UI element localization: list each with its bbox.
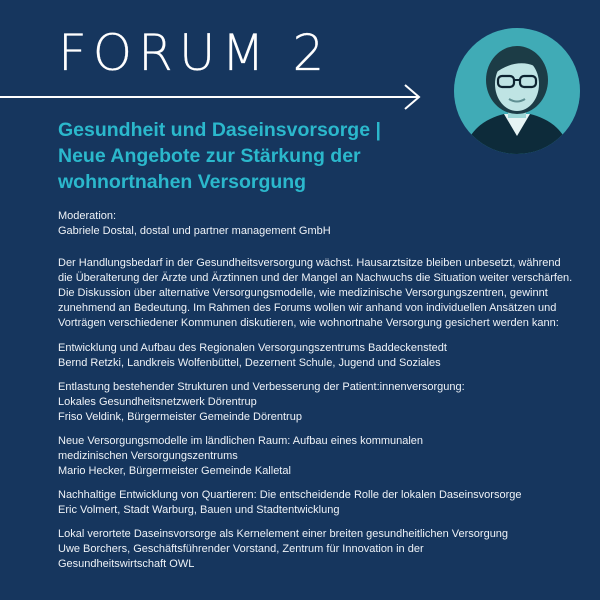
agenda-item xyxy=(58,380,521,425)
agenda-item xyxy=(58,527,521,572)
agenda-speaker: Eric Volmert, Stadt Warburg, Bauen und Stadtentwicklung xyxy=(58,504,340,516)
intro-line: Vorträgen verschiedener Kommunen diskutieren, wie wohnortnahe Versorgung gesichert werden kann: xyxy=(58,317,559,329)
agenda-topic: Lokal verortete Daseinsvorsorge als Kernelement einer breiten gesundheitlichen Versorgung xyxy=(58,528,509,540)
right-arrow-line-icon xyxy=(0,82,425,112)
agenda-topic: Neue Versorgungsmodelle im ländlichen Raum: Aufbau eines kommunalen xyxy=(58,435,424,447)
intro-line: Der Handlungsbedarf in der Gesundheitsversorgung wächst. Hausarztsitze bleiben unbesetzt, während xyxy=(58,257,561,269)
agenda-item xyxy=(58,341,521,371)
forum-title: FORUM 2 xyxy=(58,24,331,82)
intro-line: Die Diskussion über alternative Versorgungsmodelle, wie medizinische Versorgungszentren, gewinnt xyxy=(58,287,548,299)
agenda-speaker: Mario Hecker, Bürgermeister Gemeinde Kalletal xyxy=(58,465,291,477)
moderation-block xyxy=(58,209,331,239)
agenda-speaker: Bernd Retzki, Landkreis Wolfenbüttel, Dezernent Schule, Jugend und Soziales xyxy=(58,357,441,369)
moderation-person: Gabriele Dostal, dostal und partner management GmbH xyxy=(58,225,331,237)
intro-text xyxy=(58,256,572,331)
subtitle-line: wohnortnahen Versorgung xyxy=(58,171,307,193)
agenda-speaker: Uwe Borchers, Geschäftsführender Vorstand, Zentrum für Innovation in der xyxy=(58,543,424,555)
moderation-label: Moderation: xyxy=(58,210,117,222)
agenda-speaker: Friso Veldink, Bürgermeister Gemeinde Dörentrup xyxy=(58,411,302,423)
agenda-item xyxy=(58,488,521,518)
subtitle-line: Gesundheit und Daseinsvorsorge | xyxy=(58,119,381,141)
agenda-list xyxy=(58,341,521,581)
agenda-topic: Entwicklung und Aufbau des Regionalen Versorgungszentrums Baddeckenstedt xyxy=(58,342,447,354)
agenda-topic: Nachhaltige Entwicklung von Quartieren: Die entscheidende Rolle der lokalen Daseinsvorsorge xyxy=(58,489,522,501)
agenda-topic: Lokales Gesundheitsnetzwerk Dörentrup xyxy=(58,396,257,408)
agenda-item xyxy=(58,434,521,479)
agenda-topic: medizinischen Versorgungszentrums xyxy=(58,450,238,462)
intro-line: die Überalterung der Ärzte und Ärztinnen und der Mangel an Nachwuchs die Situation weiter verschärfen. xyxy=(58,272,573,284)
agenda-speaker: Gesundheitswirtschaft OWL xyxy=(58,558,195,570)
forum-subtitle xyxy=(58,117,458,195)
intro-line: zunehmend an Bedeutung. Im Rahmen des Forums wollen wir anhand von individuellen Ansätzen und xyxy=(58,302,557,314)
subtitle-line: Neue Angebote zur Stärkung der xyxy=(58,145,361,167)
moderator-portrait xyxy=(454,28,580,154)
agenda-topic: Entlastung bestehender Strukturen und Verbesserung der Patient:innenversorgung: xyxy=(58,381,465,393)
